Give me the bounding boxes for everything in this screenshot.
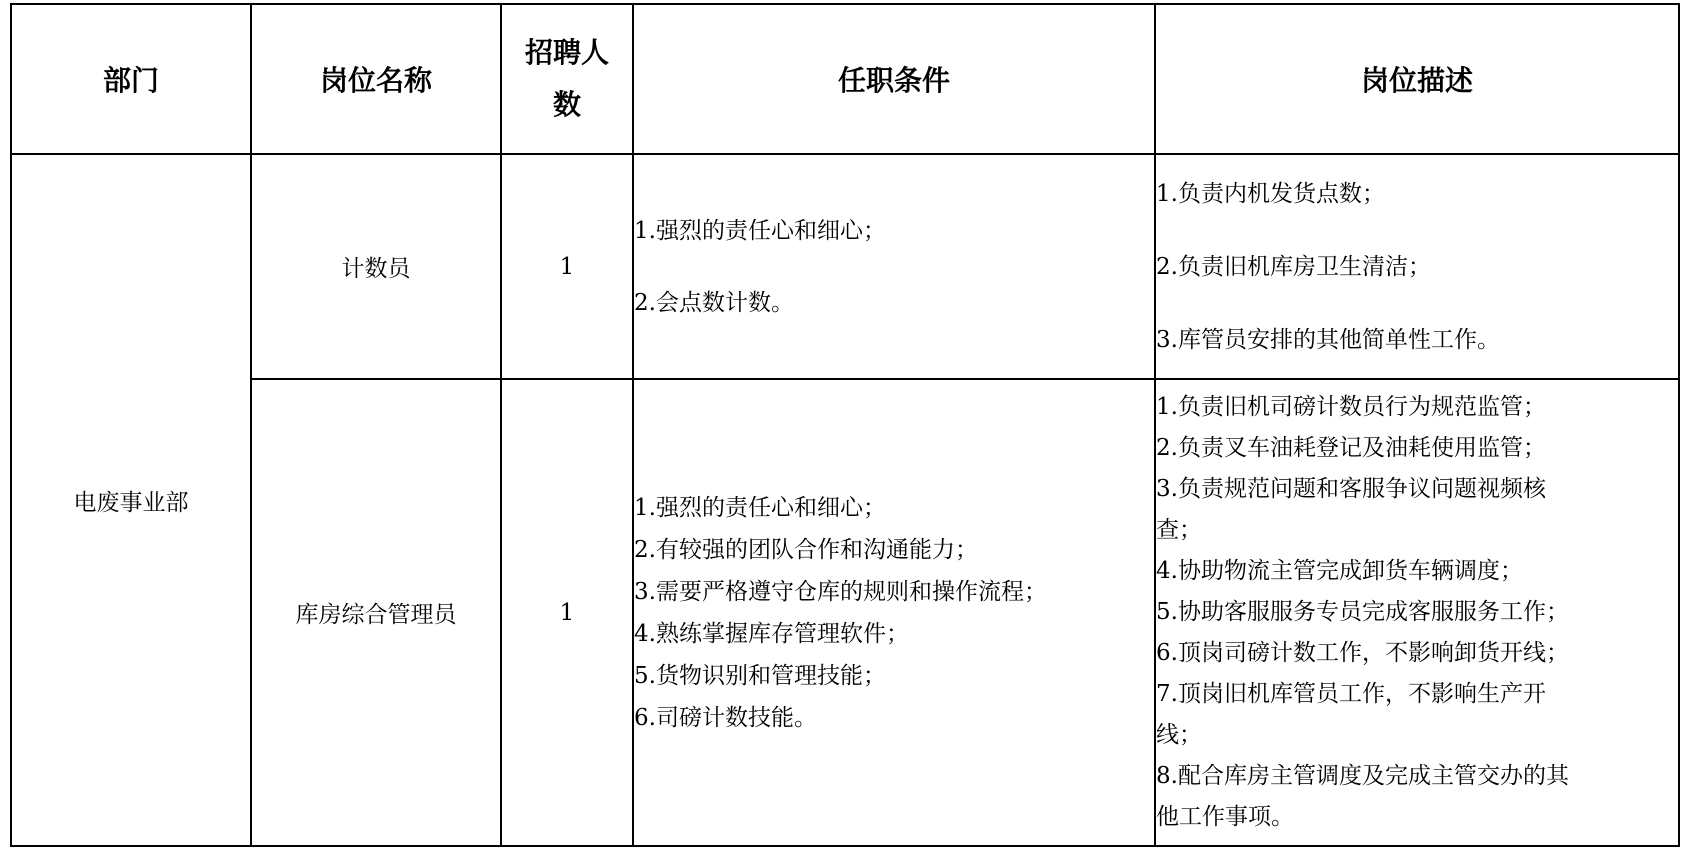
header-description: 岗位描述 (1155, 4, 1679, 154)
department-cell: 电废事业部 (11, 154, 251, 846)
header-position: 岗位名称 (251, 4, 501, 154)
requirement-item: 1.强烈的责任心和细心； (634, 494, 886, 521)
description-item: 5.协助客服服务专员完成客服服务工作； (1156, 599, 1569, 625)
table-row (11, 154, 1679, 379)
header-row (11, 4, 1679, 154)
header-headcount-line2: 数 (552, 88, 581, 121)
requirement-item: 3.需要严格遵守仓库的规则和操作流程； (634, 578, 1047, 605)
headcount-cell: 1 (501, 379, 633, 846)
description-item: 1.负责旧机司磅计数员行为规范监管； (1156, 394, 1546, 420)
description-item: 6.顶岗司磅计数工作，不影响卸货开线； (1156, 640, 1569, 666)
header-requirements: 任职条件 (633, 4, 1155, 154)
description-item: 2.负责旧机库房卫生清洁； (1156, 253, 1431, 280)
position-cell: 库房综合管理员 (251, 379, 501, 846)
description-item: 查； (1156, 517, 1202, 543)
description-item: 3.库管员安排的其他简单性工作。 (1156, 326, 1500, 353)
requirements-cell (633, 379, 1155, 846)
description-item: 7.顶岗旧机库管员工作，不影响生产开 (1156, 681, 1546, 707)
requirement-item: 6.司磅计数技能。 (634, 704, 817, 731)
requirement-item: 4.熟练掌握库存管理软件； (634, 620, 909, 647)
description-item: 2.负责叉车油耗登记及油耗使用监管； (1156, 435, 1546, 461)
requirement-item: 2.有较强的团队合作和沟通能力； (634, 536, 978, 563)
description-item: 他工作事项。 (1156, 804, 1294, 830)
header-headcount-line1: 招聘人 (524, 36, 609, 69)
position-cell: 计数员 (251, 154, 501, 379)
description-cell (1155, 379, 1679, 846)
table-row (11, 379, 1679, 846)
description-cell (1155, 154, 1679, 379)
requirement-item: 1.强烈的责任心和细心； (634, 217, 886, 244)
requirement-item: 5.货物识别和管理技能； (634, 662, 886, 689)
requirements-cell (633, 154, 1155, 379)
description-item: 1.负责内机发货点数； (1156, 180, 1385, 207)
requirement-item: 2.会点数计数。 (634, 289, 794, 316)
recruitment-table (10, 3, 1680, 847)
description-item: 8.配合库房主管调度及完成主管交办的其 (1156, 763, 1569, 789)
description-item: 3.负责规范问题和客服争议问题视频核 (1156, 476, 1546, 502)
description-item: 4.协助物流主管完成卸货车辆调度； (1156, 558, 1523, 584)
description-item: 线； (1156, 722, 1202, 748)
header-headcount (501, 4, 633, 154)
headcount-cell: 1 (501, 154, 633, 379)
header-department: 部门 (11, 4, 251, 154)
